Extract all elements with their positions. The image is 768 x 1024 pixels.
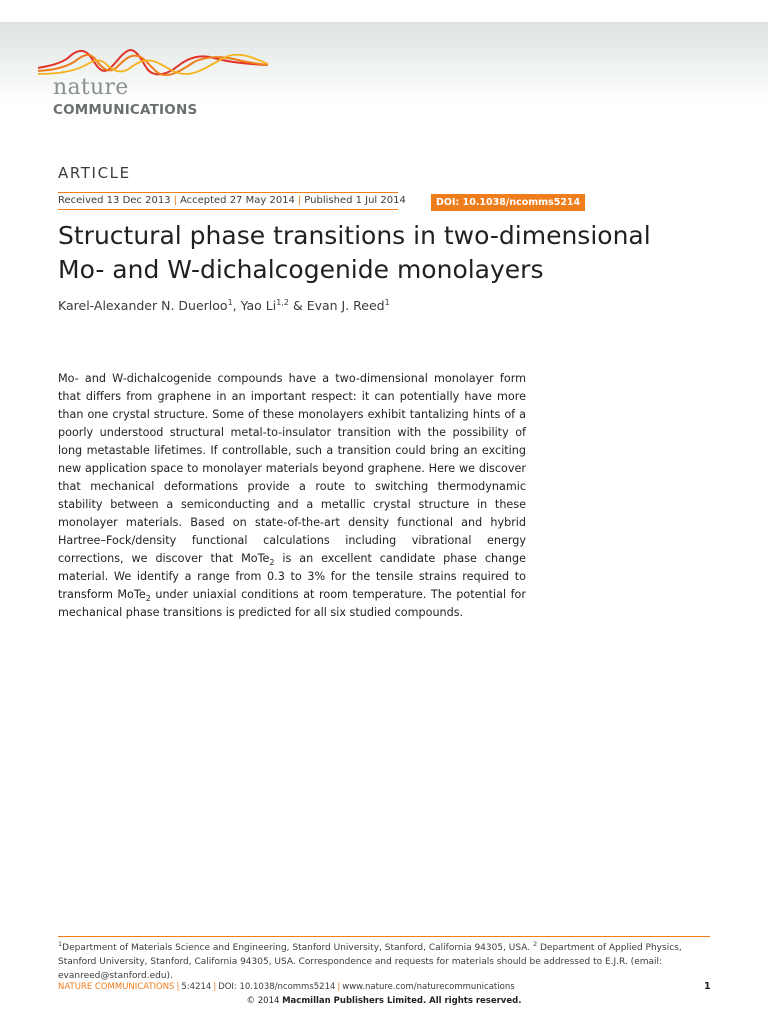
footer-journal-name: NATURE COMMUNICATIONS xyxy=(58,982,175,992)
accepted-date: Accepted 27 May 2014 xyxy=(179,195,295,206)
abstract-text: under uniaxial conditions at room temperature. The potential for mechanical phase transitions is predicted for all six studied compounds. xyxy=(58,588,526,619)
copyright-prefix: © 2014 xyxy=(246,996,283,1006)
author-affiliation: 1 xyxy=(384,297,390,307)
abstract xyxy=(58,370,526,622)
author-name[interactable]: Yao Li xyxy=(240,298,277,313)
footer-article-number: 5:4214 xyxy=(181,982,212,992)
journal-banner xyxy=(0,22,768,118)
page-number: 1 xyxy=(704,981,711,992)
title-line-1: Structural phase transitions in two-dimensional xyxy=(58,221,651,250)
footnote-marker: 1 xyxy=(58,940,63,948)
copyright-holder: Macmillan Publishers Limited. All rights reserved. xyxy=(282,996,522,1006)
footnote-divider xyxy=(58,936,710,937)
published-date: Published 1 Jul 2014 xyxy=(304,195,406,206)
logo-wave-yellow xyxy=(38,55,268,74)
author-joiner: , xyxy=(232,298,241,313)
logo-nature-text: nature xyxy=(53,75,129,100)
logo-communications-text: COMMUNICATIONS xyxy=(53,102,198,118)
footnote-text: Department of Applied Physics, Stanford University, Stanford, California 94305, USA. Correspondence and requests for materials should be addressed to E.J.R. (email: evanreed@stanford.edu). xyxy=(58,943,682,981)
author-affiliation: 1 xyxy=(227,297,233,307)
author-joiner: & xyxy=(288,298,307,313)
page-footer xyxy=(58,982,515,992)
section-label: ARTICLE xyxy=(58,164,131,182)
date-separator: | xyxy=(173,195,177,206)
doi-badge[interactable]: DOI: 10.1038/ncomms5214 xyxy=(431,194,585,211)
abstract-text: is an excellent candidate phase change material. We identify a range from 0.3 to 3% for the tensile strains required to transform MoTe xyxy=(58,552,527,601)
received-date: Received 13 Dec 2013 xyxy=(58,195,171,206)
footnote-marker: 2 xyxy=(533,940,538,948)
footnote-text: Department of Materials Science and Engineering, Stanford University, Stanford, California 94305, USA. xyxy=(62,943,533,953)
date-separator: | xyxy=(297,195,302,206)
subscript: 2 xyxy=(269,558,275,568)
footer-separator: | xyxy=(213,982,217,992)
affiliation-footnote xyxy=(58,941,710,983)
author-affiliation: 1,2 xyxy=(276,297,289,307)
footer-separator: | xyxy=(176,982,180,992)
article-title xyxy=(58,219,738,287)
logo-wave-orange xyxy=(38,55,268,75)
title-line-2: Mo- and W-dichalcogenide monolayers xyxy=(58,255,544,284)
publication-dates xyxy=(58,192,406,210)
footer-separator: | xyxy=(337,982,341,992)
abstract-text: Mo- and W-dichalcogenide compounds have a two-dimensional monolayer form that differs from graphene in an important respect: it can potentially have more than one crystal structure. Some of these monolayers exhibit tantalizing hints of a poorly understood structural metal-to-insulator transition with the possibility of long metastable lifetimes. If controllable, such a transition could bring an exciting new application space to monolayer materials beyond graphene. Here we discover that mechanical deformations provide a route to switching thermodynamic stability between a semiconducting and a metallic crystal structure in these monolayer materials. Based on state-of-the-art density functional and hybrid Hartree–Fock/density functional calculations including vibrational energy corrections, we discover that MoTe xyxy=(58,372,526,565)
author-name[interactable]: Karel-Alexander N. Duerloo xyxy=(58,298,228,313)
author-list xyxy=(58,298,390,313)
copyright-line xyxy=(0,996,768,1006)
subscript: 2 xyxy=(145,594,151,604)
footer-url[interactable]: www.nature.com/naturecommunications xyxy=(342,982,515,992)
footer-doi[interactable]: DOI: 10.1038/ncomms5214 xyxy=(218,982,336,992)
author-name[interactable]: Evan J. Reed xyxy=(306,298,385,313)
